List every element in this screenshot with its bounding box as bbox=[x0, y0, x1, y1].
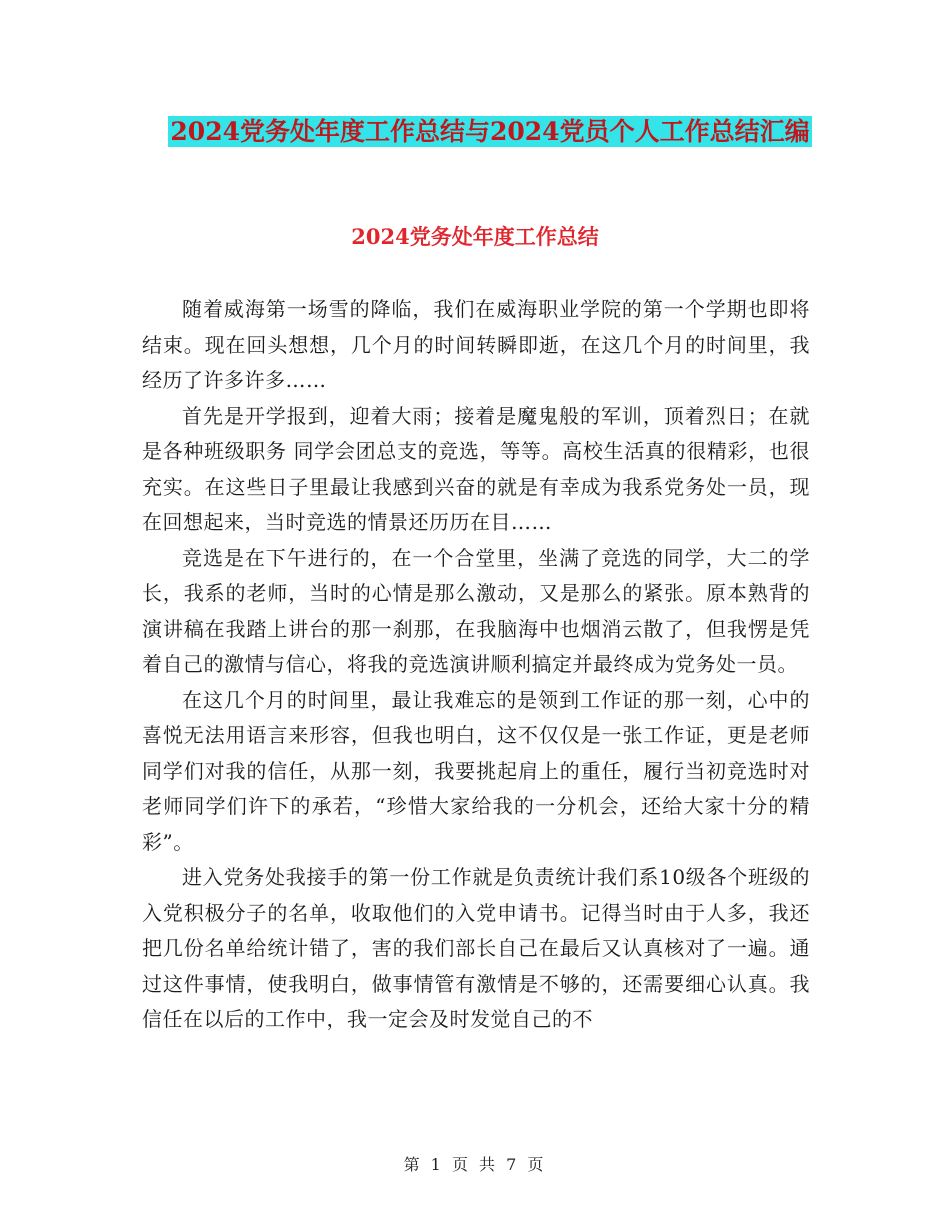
paragraph: 随着威海第一场雪的降临，我们在威海职业学院的第一个学期也即将结束。现在回头想想，几个月的时间转瞬即逝，在这几个月的时间里，我经历了许多许多…… bbox=[142, 297, 810, 392]
section-title: 2024党务处年度工作总结 bbox=[351, 224, 599, 249]
document-body bbox=[142, 292, 810, 1038]
paragraph: 进入党务处我接手的第一份工作就是负责统计我们系10级各个班级的入党积极分子的名单，收取他们的入党申请书。记得当时由于人多，我还把几份名单给统计错了，害的我们部长自己在最后又认真核对了一遍。通过这件事情，使我明白，做事情管有激情是不够的，还需要细心认真。我信任在以后的工作中，我一定会及时发觉自己的不 bbox=[142, 865, 810, 1031]
paragraph: 在这几个月的时间里，最让我难忘的是领到工作证的那一刻，心中的喜悦无法用语言来形容，但我也明白，这不仅仅是一张工作证，更是老师同学们对我的信任，从那一刻，我要挑起肩上的重任，履行当初竞选时对老师同学们许下的承若，“珍惜大家给我的一分机会，还给大家十分的精彩”。 bbox=[142, 687, 810, 854]
page-footer: 第 1 页 共 7 页 bbox=[403, 1155, 547, 1174]
document-title-text: 2024党务处年度工作总结与2024党员个人工作总结汇编 bbox=[170, 117, 810, 146]
paragraph: 首先是开学报到，迎着大雨；接着是魔鬼般的军训，顶着烈日；在就是各种班级职务 同学会团总支的竞选，等等。高校生活真的很精彩，也很充实。在这些日子里最让我感到兴奋的就是有幸成为我系党务处一员，现在回想起来，当时竞选的情景还历历在目…… bbox=[142, 403, 810, 534]
document-title bbox=[140, 110, 840, 153]
paragraph: 竞选是在下午进行的，在一个合堂里，坐满了竞选的同学，大二的学长，我系的老师，当时的心情是那么激动，又是那么的紧张。原本熟背的演讲稿在我踏上讲台的那一刹那，在我脑海中也烟消云散了，但我愣是凭着自己的激情与信心，将我的竞选演讲顺利搞定并最终成为党务处一员。 bbox=[142, 545, 810, 676]
